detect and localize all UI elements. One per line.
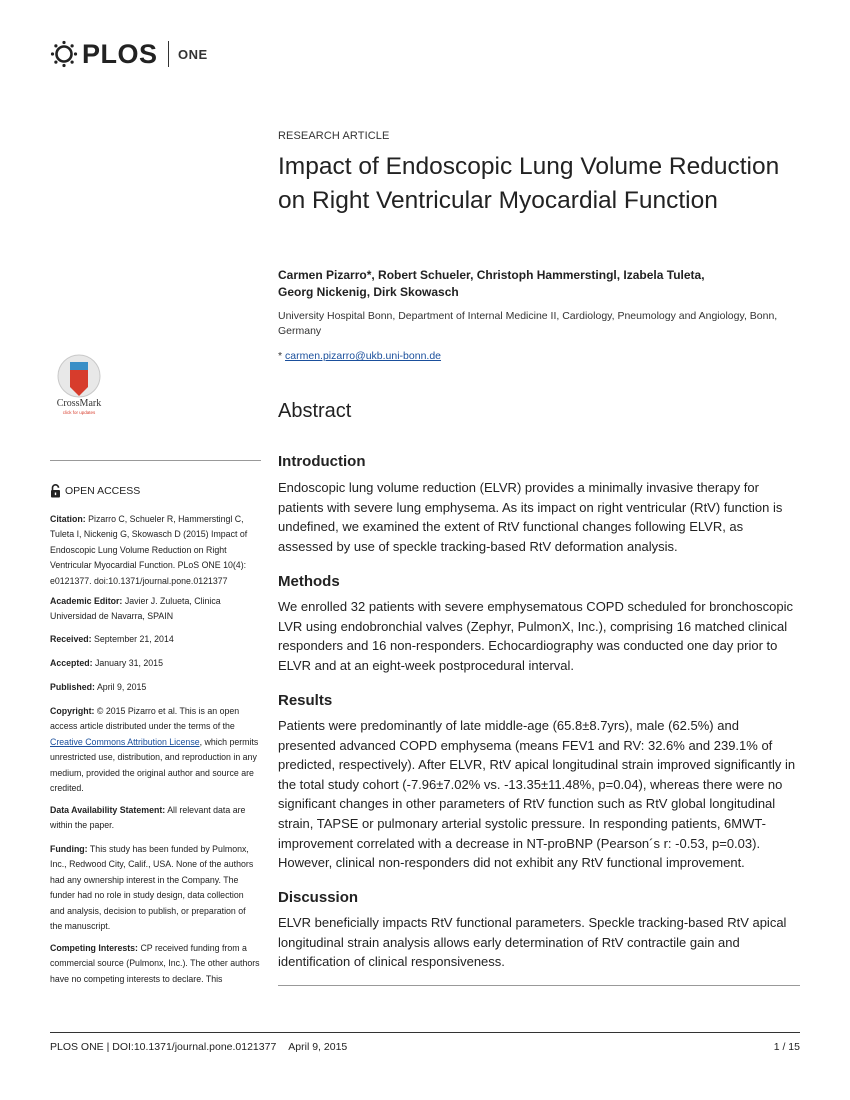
editor-block: [50, 594, 260, 625]
data-availability-label: Data Availability Statement:: [50, 805, 166, 815]
logo-divider: [168, 41, 170, 67]
open-access-badge: [50, 484, 140, 498]
citation-text: Pizarro C, Schueler R, Hammerstingl C, Tuleta I, Nickenig G, Skowasch D (2015) Impact of Endoscopic Lung Volume Reduction on Right Ventricular Myocardial Function. PLoS ONE 10(4): e0121377. doi:10.1371/journal.pone.0121377: [50, 514, 248, 586]
author-list: [278, 267, 800, 300]
open-access-label: OPEN ACCESS: [65, 485, 141, 497]
logo-wordmark: PLOS: [82, 39, 158, 69]
copyright-label: Copyright:: [50, 706, 95, 716]
crossmark-badge[interactable]: [50, 354, 108, 418]
email-marker: *: [278, 350, 283, 362]
data-availability-block: [50, 803, 260, 834]
received-label: Received:: [50, 634, 92, 644]
footer-journal-doi: PLOS ONE | DOI:10.1371/journal.pone.0121377: [50, 1041, 277, 1053]
copyright-text-post: , which permits unrestricted use, distribution, and reproduction in any medium, provided the original author and source are credited.: [50, 736, 259, 794]
competing-interests-block: [50, 941, 260, 987]
accepted-block: [50, 656, 260, 671]
accepted-label: Accepted:: [50, 658, 93, 668]
results-heading: Results: [278, 692, 333, 709]
license-link[interactable]: Creative Commons Attribution License: [50, 736, 200, 747]
published-date: April 9, 2015: [96, 682, 147, 692]
copyright-text-pre: © 2015 Pizarro et al. This is an open access article distributed under the terms of the: [50, 706, 240, 732]
author-line-2: Georg Nickenig, Dirk Skowasch: [278, 284, 459, 299]
received-date: September 21, 2014: [94, 634, 174, 644]
editor-text: Javier J. Zulueta, Clinica Universidad de Navarra, SPAIN: [50, 596, 221, 622]
funding-text: This study has been funded by Pulmonx, Inc., Redwood City, Calif., USA. None of the authors had any ownership interest in the Company. The funder had no role in study design, data collection and analysis, decision to publish, or preparation of the manuscript.: [50, 844, 254, 932]
results-text: Patients were predominantly of late middle-age (65.8±8.7yrs), male (62.5%) and presented advanced COPD emphysema (means FEV1 and RV: 32.6% and 239.1% of predicted, respectively). After ELVR, RtV apical longitudinal strain improved significantly in the total study cohort (-7.96±7.02% vs. -13.35±11.48%, p=0.04), whereas there were no significant changes in other parameters of RtV function such as RtV global longitudinal strain, TAPSE or pulmonary arterial systolic pressure. In responding patients, 6MWT-improvement correlated with a decrease in NT-proBNP (Pearson´s r: -0.53, p=0.03). However, clinical non-responders did not exhibit any RtV functional improvement.: [278, 718, 796, 871]
affiliation: University Hospital Bonn, Department of Internal Medicine II, Cardiology, Pneumology and Angiology, Bonn, Germany: [278, 310, 778, 337]
crossmark-label: CrossMark: [56, 398, 102, 409]
accepted-date: January 31, 2015: [94, 658, 163, 668]
article-title: Impact of Endoscopic Lung Volume Reduction on Right Ventricular Myocardial Function: [278, 153, 780, 214]
introduction-heading: Introduction: [278, 453, 366, 470]
plos-logo[interactable]: [50, 38, 208, 70]
email-link[interactable]: carmen.pizarro@ukb.uni-bonn.de: [285, 350, 442, 362]
abstract-divider: [278, 985, 800, 986]
footer-citation: [50, 1041, 347, 1053]
citation-block: [50, 512, 260, 589]
corresponding-email: [278, 350, 441, 362]
copyright-block: [50, 704, 260, 796]
plos-sunburst-icon: [50, 40, 78, 68]
introduction-text: Endoscopic lung volume reduction (ELVR) provides a minimally invasive therapy for patients with severe lung emphysema. As its impact on right ventricular (RtV) function is undefined, we examined the extent of RtV functional changes following ELVR, as assessed by use of speckle tracking-based RtV deformation analysis.: [278, 480, 783, 554]
footer-date: April 9, 2015: [288, 1041, 348, 1053]
published-label: Published:: [50, 682, 95, 692]
article-type: RESEARCH ARTICLE: [278, 130, 390, 142]
funding-label: Funding:: [50, 844, 88, 854]
author-line-1: Carmen Pizarro*, Robert Schueler, Christoph Hammerstingl, Izabela Tuleta,: [278, 268, 705, 282]
citation-label: Citation:: [50, 514, 86, 524]
discussion-text: ELVR beneficially impacts RtV functional parameters. Speckle tracking-based RtV apical longitudinal strain analysis allows early determination of RtV contractile gain and identification of clinical responsiveness.: [278, 915, 787, 970]
data-availability-text: All relevant data are within the paper.: [50, 805, 246, 831]
received-block: [50, 632, 260, 647]
competing-interests-label: Competing Interests:: [50, 943, 138, 953]
footer-divider: [50, 1032, 800, 1033]
competing-interests-text: CP received funding from a commercial source (Pulmonx, Inc.). The other authors have no competing interests to declare. This: [50, 943, 260, 984]
methods-heading: Methods: [278, 573, 340, 590]
journal-name: ONE: [178, 46, 208, 62]
editor-label: Academic Editor:: [50, 596, 123, 606]
methods-text: We enrolled 32 patients with severe emphysematous COPD scheduled for bronchoscopic LVR using endobronchial valves (Zephyr, PulmonX, Inc.), comprising 16 matched clinical responders and 16 non-responders. Echocardiography was conducted one day prior to ELVR and at an eight-week postprocedural interval.: [278, 599, 793, 673]
sidebar-divider: [50, 460, 261, 461]
discussion-heading: Discussion: [278, 889, 359, 906]
crossmark-sublabel: click for updates: [62, 410, 96, 415]
published-block: [50, 680, 260, 695]
abstract-heading: Abstract: [278, 400, 352, 422]
open-lock-icon: [50, 484, 61, 498]
funding-block: [50, 842, 260, 934]
page-number: 1 / 15: [773, 1041, 800, 1053]
